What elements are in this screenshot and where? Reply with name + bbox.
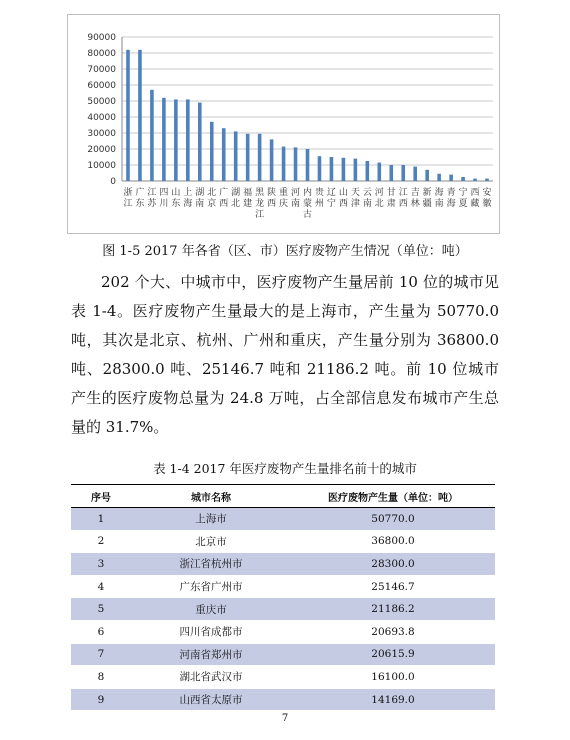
x-tick-label: 青 <box>446 188 456 198</box>
x-tick-label: 新 <box>422 188 432 198</box>
bar <box>150 90 154 181</box>
y-tick-label: 70000 <box>87 65 116 75</box>
cell-amount: 25146.7 <box>291 575 495 598</box>
cell-amount: 28300.0 <box>291 553 495 576</box>
bar <box>366 161 370 181</box>
table-row <box>71 620 495 643</box>
table-row <box>71 643 495 666</box>
header-amount: 医疗废物产生量（单位：吨） <box>291 485 495 508</box>
cell-rank: 4 <box>71 575 131 598</box>
x-tick-label: 东 <box>135 199 145 209</box>
x-tick-label: 蒙 <box>302 199 313 209</box>
x-tick-label: 徽 <box>482 199 492 209</box>
cell-rank: 6 <box>71 620 131 643</box>
cell-rank: 3 <box>71 553 131 576</box>
x-tick-label: 辽 <box>326 188 336 198</box>
x-tick-label: 内 <box>302 188 313 198</box>
cell-city: 山西省太原市 <box>131 688 291 711</box>
bar <box>354 159 358 181</box>
x-tick-label: 江 <box>147 188 157 198</box>
x-tick-label: 贵 <box>314 188 324 198</box>
x-tick-label: 夏 <box>458 199 468 209</box>
bar <box>138 50 142 181</box>
bar <box>246 134 250 181</box>
x-tick-label: 南 <box>434 199 444 209</box>
cell-amount: 50770.0 <box>291 508 495 531</box>
bar <box>342 158 346 181</box>
x-tick-label: 古 <box>302 210 313 220</box>
cell-rank: 9 <box>71 688 131 711</box>
x-tick-label: 海 <box>446 199 456 209</box>
x-tick-label: 四 <box>159 188 169 198</box>
figure-caption: 图 1-5 2017 年各省（区、市）医疗废物产生情况（单位：吨） <box>102 244 468 259</box>
x-tick-label: 天 <box>350 188 360 198</box>
bar <box>330 157 334 181</box>
y-tick-label: 0 <box>110 177 116 187</box>
table-row <box>71 553 495 576</box>
cell-amount: 16100.0 <box>291 666 495 689</box>
ranking-table <box>71 484 495 711</box>
x-tick-label: 河 <box>291 188 301 198</box>
cell-amount: 36800.0 <box>291 530 495 553</box>
x-tick-label: 上 <box>183 188 193 198</box>
x-tick-label: 西 <box>398 199 408 209</box>
cell-amount: 21186.2 <box>291 598 495 621</box>
cell-amount: 20615.9 <box>291 643 495 666</box>
x-tick-label: 西 <box>267 199 277 209</box>
x-tick-label: 龙 <box>255 199 265 209</box>
bar <box>234 131 238 181</box>
x-tick-label: 肃 <box>386 199 396 209</box>
bar <box>126 50 130 181</box>
bar <box>389 165 393 181</box>
bar <box>162 98 166 181</box>
header-city: 城市名称 <box>131 485 291 508</box>
y-tick-label: 40000 <box>87 113 116 123</box>
x-tick-label: 黑 <box>255 188 265 198</box>
page-number: 7 <box>281 713 289 724</box>
cell-rank: 1 <box>71 508 131 531</box>
x-tick-label: 云 <box>362 188 372 198</box>
x-tick-label: 安 <box>482 188 492 198</box>
x-tick-label: 东 <box>171 199 181 209</box>
y-tick-label: 50000 <box>87 97 116 107</box>
cell-city: 湖北省武汉市 <box>131 666 291 689</box>
x-tick-label: 北 <box>207 188 217 198</box>
cell-city: 上海市 <box>131 508 291 531</box>
bar <box>425 170 429 181</box>
bar <box>413 167 417 181</box>
bar <box>282 147 286 181</box>
bar <box>270 139 274 181</box>
x-tick-label: 吉 <box>410 188 420 198</box>
table-caption: 表 1-4 2017 年医疗废物产生量排名前十的城市 <box>153 461 417 476</box>
cell-city: 浙江省杭州市 <box>131 553 291 576</box>
x-tick-label: 藏 <box>470 199 480 209</box>
x-tick-label: 北 <box>374 199 384 209</box>
cell-rank: 5 <box>71 598 131 621</box>
y-tick-label: 80000 <box>87 49 116 59</box>
table-row <box>71 575 495 598</box>
cell-rank: 7 <box>71 643 131 666</box>
cell-city: 四川省成都市 <box>131 620 291 643</box>
x-tick-label: 西 <box>338 199 348 209</box>
bar <box>449 175 453 181</box>
x-tick-label: 福 <box>243 188 253 198</box>
x-tick-label: 广 <box>135 188 145 198</box>
x-tick-label: 西 <box>219 199 229 209</box>
y-tick-label: 90000 <box>87 33 116 43</box>
table-body <box>71 508 495 711</box>
chart-svg <box>68 15 501 235</box>
table-row <box>71 598 495 621</box>
cell-city: 重庆市 <box>131 598 291 621</box>
header-rank: 序号 <box>71 485 131 508</box>
bar <box>210 122 214 181</box>
x-tick-label: 江 <box>255 210 265 220</box>
x-tick-label: 建 <box>243 199 253 209</box>
x-tick-label: 重 <box>279 188 289 198</box>
bar <box>461 177 465 181</box>
bar <box>258 134 262 181</box>
x-tick-label: 广 <box>219 188 229 198</box>
x-tick-label: 山 <box>171 188 181 198</box>
cell-rank: 2 <box>71 530 131 553</box>
bar-chart <box>67 14 500 234</box>
x-tick-label: 海 <box>183 199 193 209</box>
x-tick-label: 浙 <box>123 188 133 198</box>
bar <box>437 174 441 181</box>
body-paragraph <box>71 268 499 442</box>
table-row <box>71 688 495 711</box>
x-tick-label: 南 <box>291 199 301 209</box>
table-header-row <box>71 485 495 508</box>
x-tick-label: 甘 <box>386 188 396 198</box>
x-tick-label: 南 <box>362 199 372 209</box>
x-tick-label: 疆 <box>422 199 432 209</box>
x-tick-label: 津 <box>350 199 360 209</box>
x-tick-label: 南 <box>195 199 205 209</box>
bar <box>318 156 322 181</box>
cell-amount: 20693.8 <box>291 620 495 643</box>
y-tick-label: 20000 <box>87 145 116 155</box>
table-row <box>71 666 495 689</box>
x-tick-label: 江 <box>398 188 408 198</box>
x-tick-label: 川 <box>159 199 169 209</box>
table-row <box>71 530 495 553</box>
bar <box>198 103 202 181</box>
x-tick-label: 江 <box>123 199 133 209</box>
x-tick-label: 山 <box>338 188 348 198</box>
x-tick-label: 宁 <box>326 199 336 209</box>
table-row <box>71 508 495 531</box>
cell-city: 河南省郑州市 <box>131 643 291 666</box>
cell-rank: 8 <box>71 666 131 689</box>
bar <box>186 99 190 181</box>
bar <box>222 128 226 181</box>
x-tick-label: 湖 <box>231 188 241 198</box>
x-tick-label: 海 <box>434 188 444 198</box>
x-tick-label: 苏 <box>147 199 157 209</box>
x-tick-label: 河 <box>374 188 384 198</box>
x-tick-label: 湖 <box>195 188 205 198</box>
x-tick-label: 庆 <box>279 199 289 209</box>
x-tick-label: 北 <box>231 199 241 209</box>
x-tick-label: 西 <box>470 188 480 198</box>
cell-amount: 14169.0 <box>291 688 495 711</box>
y-tick-label: 30000 <box>87 129 116 139</box>
bar <box>174 99 178 181</box>
x-tick-label: 陕 <box>267 188 277 198</box>
x-tick-label: 京 <box>207 199 217 209</box>
bar <box>294 147 298 181</box>
paragraph-text: 202 个大、中城市中，医疗废物产生量居前 10 位的城市见表 1-4。医疗废物产生量最大的是上海市，产生量为 50770.0 吨，其次是北京、杭州、广州和重庆，产生量分别为 36800.0 吨、28300.0 吨、25146.7 吨和 21186.2 吨。前 10 位城市产生的医疗废物总量为 24.8 万吨，占全部信息发布城市产生总量的 31.7%。 <box>71 273 499 436</box>
cell-city: 北京市 <box>131 530 291 553</box>
bar <box>473 179 477 181</box>
bar <box>306 149 310 181</box>
cell-city: 广东省广州市 <box>131 575 291 598</box>
bar <box>378 163 382 181</box>
bar <box>485 179 489 181</box>
bar <box>401 165 405 181</box>
x-tick-label: 宁 <box>458 188 468 198</box>
x-tick-label: 林 <box>410 199 420 209</box>
y-tick-label: 60000 <box>87 81 116 91</box>
x-tick-label: 州 <box>314 199 324 209</box>
y-tick-label: 10000 <box>87 161 116 171</box>
